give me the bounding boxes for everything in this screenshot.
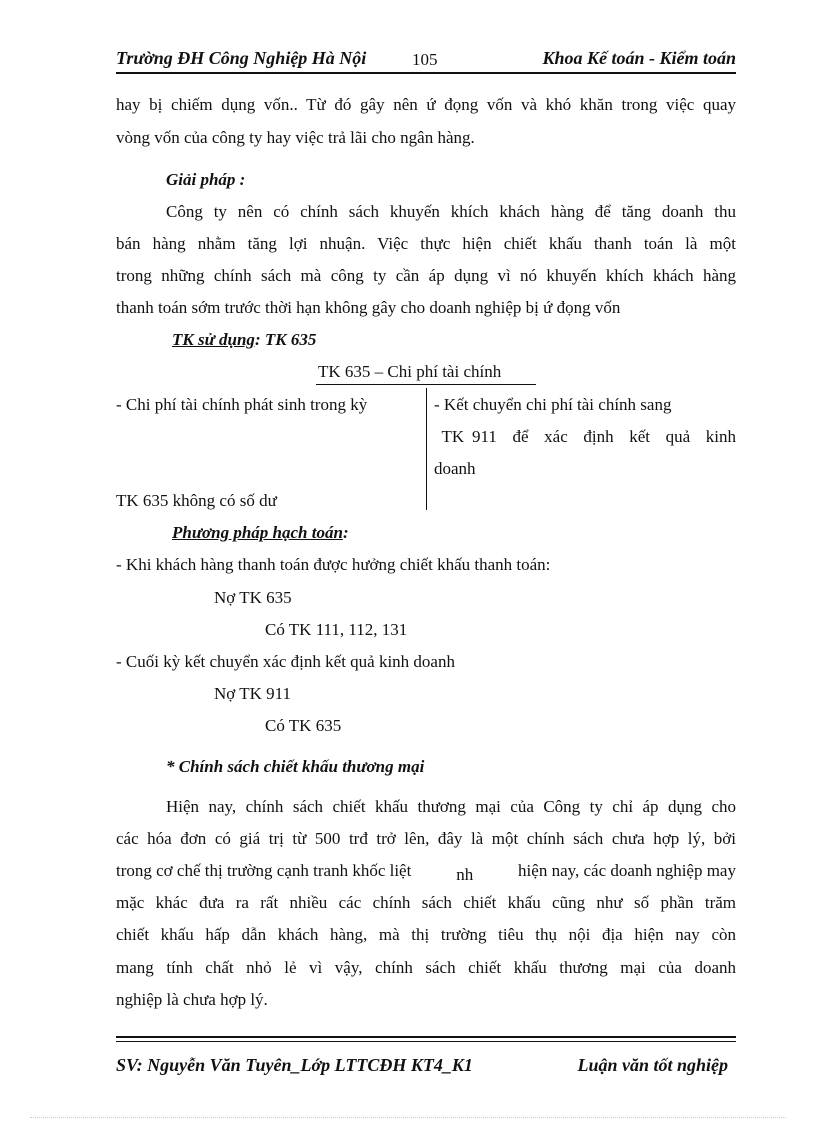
method-entry-credit-2: Có TK 635	[265, 716, 342, 735]
commercial-line-3-fragment: nh	[456, 865, 474, 884]
t-account-debit: - Chi phí tài chính phát sinh trong kỳ	[116, 395, 368, 414]
method-heading	[172, 523, 349, 543]
page-number: 105	[412, 50, 438, 69]
t-account-credit-2: TK 911 để xác định kết quả kinh	[434, 427, 736, 446]
footer-thesis: Luận văn tốt nghiệp	[577, 1055, 728, 1075]
solution-line-3: trong những chính sách mà công ty cần áp dụng vì nó khuyến khích khách hàng	[116, 266, 736, 285]
commercial-line-3	[116, 861, 736, 884]
commercial-line-7: nghiệp là chưa hợp lý.	[116, 990, 268, 1009]
commercial-line-3b: hiện nay, các doanh nghiệp may	[518, 861, 736, 880]
intro-line-1: hay bị chiếm dụng vốn.. Từ đó gây nên ứ đọng vốn và khó khăn trong việc quay	[116, 95, 736, 114]
footer-student: SV: Nguyễn Văn Tuyên_Lớp LTTCĐH KT4_K1	[116, 1055, 473, 1075]
t-account-top-rule	[316, 384, 536, 385]
solution-heading: Giải pháp :	[166, 170, 246, 189]
account-label-underlined: TK sử dụng	[172, 330, 255, 349]
account-label	[172, 330, 316, 350]
solution-line-2: bán hàng nhằm tăng lợi nhuận. Việc thực hiện chiết khấu thanh toán là một	[116, 234, 736, 253]
commercial-line-1: Hiện nay, chính sách chiết khấu thương mại của Công ty chỉ áp dụng cho	[166, 797, 736, 816]
t-account-balance: TK 635 không có số dư	[116, 491, 277, 510]
method-entry-debit-1: Nợ TK 635	[214, 588, 292, 607]
method-heading-underlined: Phương pháp hạch toán	[172, 523, 343, 542]
commercial-line-2: các hóa đơn có giá trị từ 500 trđ trở lên, đây là một chính sách chưa hợp lý, bởi	[116, 829, 736, 848]
t-account-credit-1: - Kết chuyển chi phí tài chính sang	[434, 395, 672, 414]
method-heading-rest: :	[342, 523, 349, 542]
t-account-title: TK 635 – Chi phí tài chính	[318, 362, 502, 381]
header-faculty: Khoa Kế toán - Kiểm toán	[542, 48, 736, 68]
commercial-line-3a: trong cơ chế thị trường cạnh tranh khốc liệt	[116, 861, 412, 880]
method-line-1: - Khi khách hàng thanh toán được hưởng chiết khấu thanh toán:	[116, 555, 551, 574]
method-entry-debit-2: Nợ TK 911	[214, 684, 291, 703]
method-line-2: - Cuối kỳ kết chuyển xác định kết quả kinh doanh	[116, 652, 455, 671]
commercial-heading: * Chính sách chiết khấu thương mại	[166, 757, 425, 776]
t-account-divider	[426, 388, 427, 510]
page-edge	[30, 1117, 786, 1118]
account-label-rest: : TK 635	[254, 330, 317, 349]
header-rule	[116, 72, 736, 74]
solution-line-4: thanh toán sớm trước thời hạn không gây cho doanh nghiệp bị ứ đọng vốn	[116, 298, 621, 317]
footer-rule-bottom	[116, 1041, 736, 1042]
solution-line-1: Công ty nên có chính sách khuyến khích khách hàng để tăng doanh thu	[166, 202, 736, 221]
header-school: Trường ĐH Công Nghiệp Hà Nội	[116, 48, 367, 68]
footer-rule-top	[116, 1036, 736, 1038]
commercial-line-5: chiết khấu hấp dẫn khách hàng, mà thị trường tiêu thụ nội địa hiện nay còn	[116, 925, 736, 944]
intro-line-2: vòng vốn của công ty hay việc trả lãi cho ngân hàng.	[116, 128, 475, 147]
commercial-line-6: mang tính chất nhỏ lẻ vì vậy, chính sách chiết khấu thương mại của doanh	[116, 958, 736, 977]
t-account-credit-3: doanh	[434, 459, 476, 478]
method-entry-credit-1: Có TK 111, 112, 131	[265, 620, 408, 639]
commercial-line-4: mặc khác đưa ra rất nhiều các chính sách chiết khấu cũng như số phần trăm	[116, 893, 736, 912]
